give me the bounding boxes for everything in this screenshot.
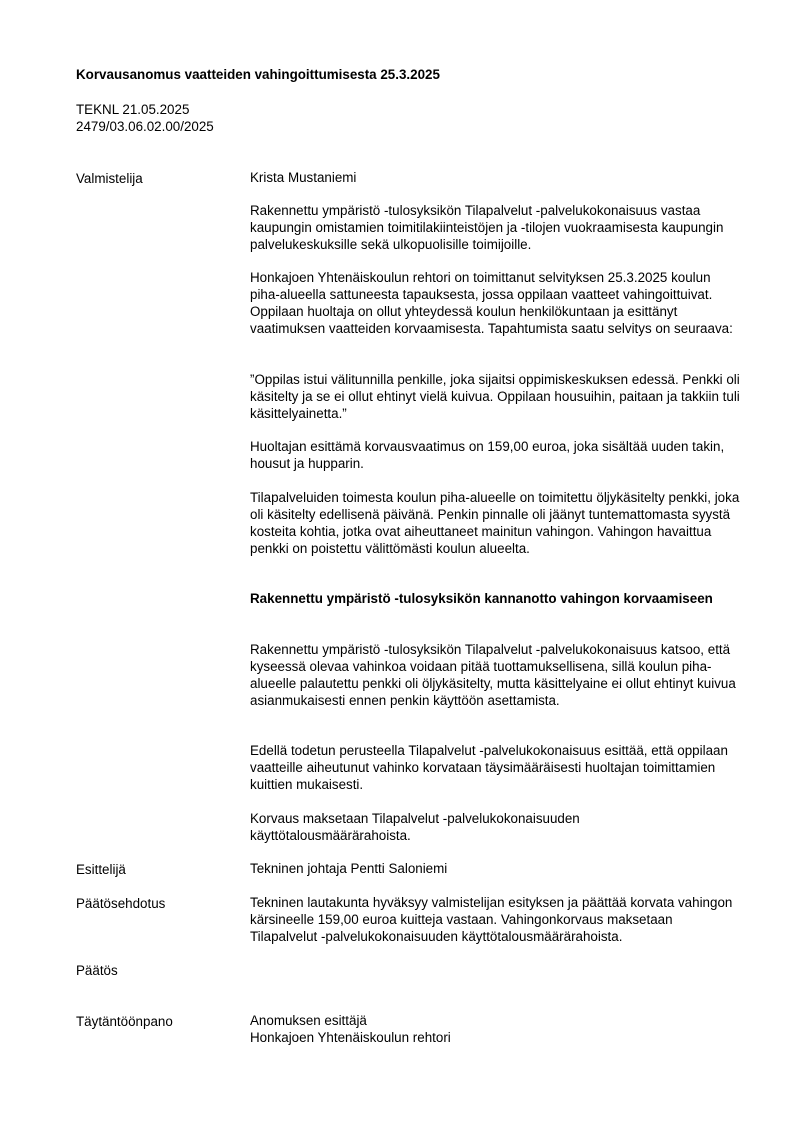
paragraph-1: Rakennettu ympäristö -tulosyksikön Tilapalvelut -palvelukokonaisuus vastaa kaupungin omistamien toimitilakiinteistöjen ja -tilojen vuokraamisesta kaupungin palvelukeskuksille sekä ulkopuolisille toimijoille.: [250, 203, 724, 252]
paatos-label: Päätös: [76, 963, 118, 978]
preparer-name: Krista Mustaniemi: [250, 170, 357, 185]
paragraph-claim: Huoltajan esittämä korvausvaatimus on 159,00 euroa, joka sisältää uuden takin, housut ja hupparin.: [250, 439, 725, 471]
implementation-recipients: [250, 1013, 740, 1047]
esittelija-label: Esittelijä: [76, 862, 126, 877]
paragraph-bench: Tilapalveluiden toimesta koulun piha-alueelle on toimitettu öljykäsitelty penkki, joka oli käsitelty edellisenä päivänä. Penkin pinnalle oli jäänyt tuntemattomasta syystä kosteita kohtia, jotka ovat aiheuttaneet mainitun vahingon. Vahingon havaittua penkki on poistettu välittömästi koulun alueelta.: [250, 490, 740, 556]
section-heading: Rakennettu ympäristö -tulosyksikön kannanotto vahingon korvaamiseen: [250, 591, 713, 606]
paragraph-2: Honkajoen Yhtenäiskoulun rehtori on toimittanut selvityksen 25.3.2025 koulun piha-alueella sattuneesta tapauksesta, jossa oppilaan vaatteet vahingoittuivat. Oppilaan huoltaja on ollut yhteydessä koulun henkilökuntaan ja esittänyt vaatimuksen vaatteiden korvaamisesta. Tapahtumista saatu selvitys on seuraava:: [250, 270, 733, 336]
valmistelija-label: Valmistelija: [76, 171, 143, 186]
decision-proposal-text: Tekninen lautakunta hyväksyy valmistelijan esityksen ja päättää korvata vahingon kärsineelle 159,00 euroa kuitteja vastaan. Vahingonkorvaus maksetaan Tilapalvelut -palvelukokonaisuuden käyttötalousmäärärahoista.: [250, 895, 733, 944]
valmistelija-section: [250, 170, 740, 187]
taytantoonpano-label: Täytäntöönpano: [76, 1014, 173, 1029]
paragraph-payment: Korvaus maksetaan Tilapalvelut -palvelukokonaisuuden käyttötalousmäärärahoista.: [250, 811, 580, 843]
paragraph-quote: ”Oppilas istui välitunnilla penkille, joka sijaitsi oppimiskeskuksen edessä. Penkki oli käsitelty ja se ei ollut ehtinyt vielä kuivua. Oppilaan housuihin, paitaan ja takkiin tuli käsittelyainetta.”: [250, 372, 740, 421]
document-reference: [76, 101, 214, 135]
meeting-reference: TEKNL 21.05.2025: [76, 102, 190, 117]
presenter-text: Tekninen johtaja Pentti Saloniemi: [250, 861, 448, 876]
paragraph-assessment: Rakennettu ympäristö -tulosyksikön Tilapalvelut -palvelukokonaisuus katsoo, että kyseessä olevaa vahinkoa voidaan pitää tuottamuksellisena, sillä koulun piha-alueelle palautettu penkki oli öljykäsitelty, mutta käsittelyaine ei ollut ehtinyt kuivua asianmukaisesti ennen penkin käyttöön asettamista.: [250, 642, 736, 708]
paatosehdotus-label: Päätösehdotus: [76, 896, 166, 911]
recipient-2: Honkajoen Yhtenäiskoulun rehtori: [250, 1029, 451, 1045]
document-title: Korvausanomus vaatteiden vahingoittumisesta 25.3.2025: [76, 67, 440, 82]
paragraph-proposal: Edellä todetun perusteella Tilapalvelut -palvelukokonaisuus esittää, että oppilaan vaatteille aiheutunut vahinko korvataan täysimääräisesti huoltajan toimittamien kuittien mukaisesti.: [250, 743, 728, 792]
case-number: 2479/03.06.02.00/2025: [76, 119, 214, 134]
recipient-1: Anomuksen esittäjä: [250, 1013, 367, 1028]
